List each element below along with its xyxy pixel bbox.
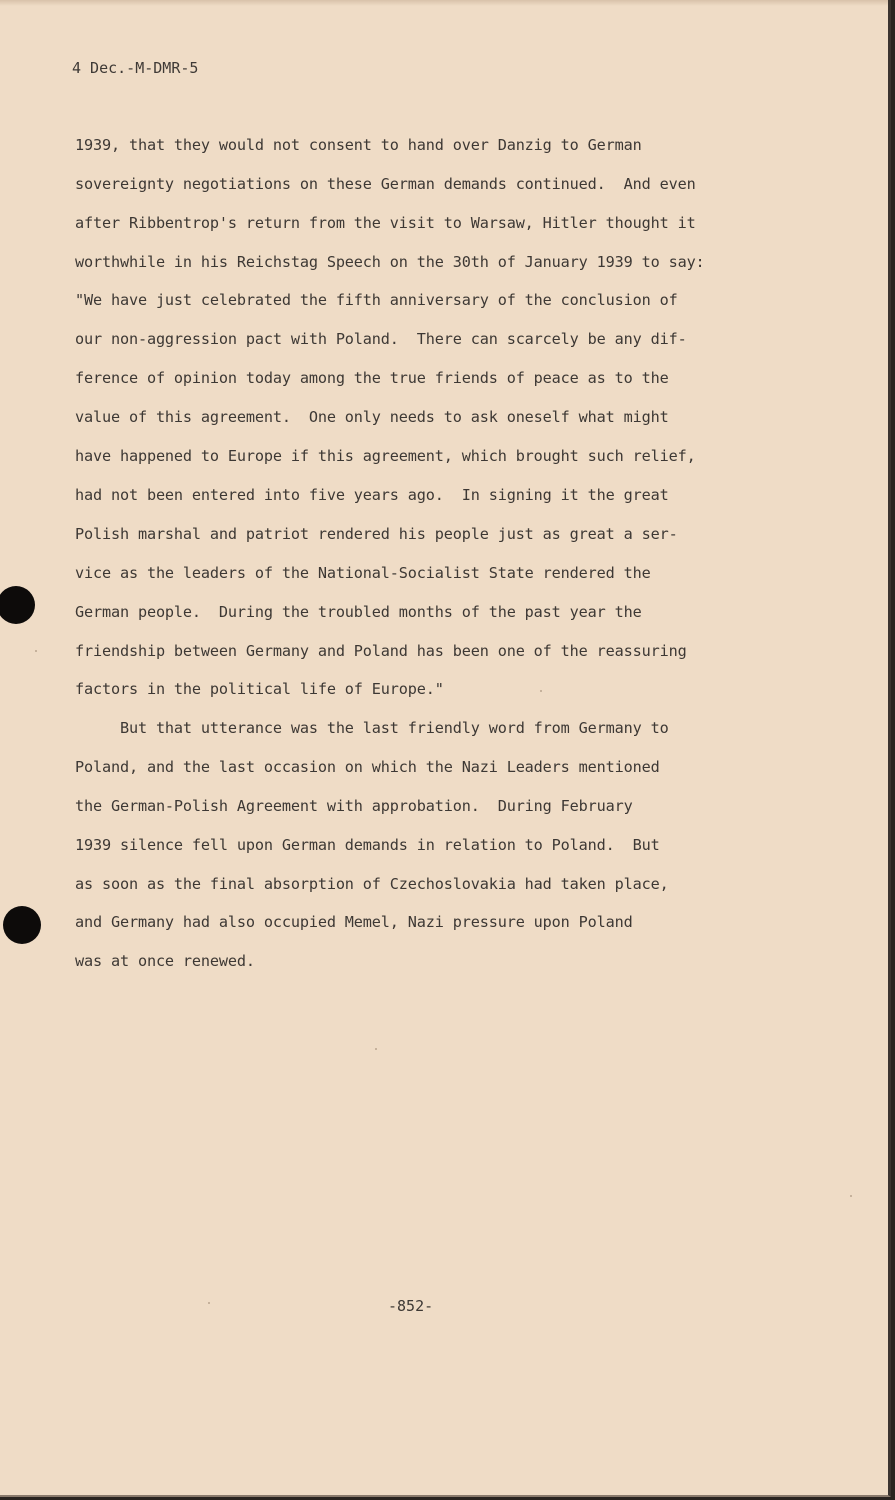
text-line: had not been entered into five years ago. In signing it the great	[75, 486, 669, 504]
text-line: "We have just celebrated the fifth anniversary of the conclusion of	[75, 291, 678, 309]
text-line: factors in the political life of Europe."	[75, 680, 444, 698]
text-line: But that utterance was the last friendly word from Germany to	[75, 719, 669, 737]
text-line: sovereignty negotiations on these German demands continued. And even	[75, 175, 696, 193]
text-line: have happened to Europe if this agreement, which brought such relief,	[75, 447, 696, 465]
text-line: ference of opinion today among the true friends of peace as to the	[75, 369, 669, 387]
text-line: Poland, and the last occasion on which the Nazi Leaders mentioned	[75, 758, 660, 776]
paper-speck	[208, 1302, 210, 1304]
text-line: vice as the leaders of the National-Socialist State rendered the	[75, 564, 651, 582]
paper-speck	[375, 1048, 377, 1050]
punch-hole	[3, 906, 41, 944]
text-line: as soon as the final absorption of Czechoslovakia had taken place,	[75, 875, 669, 893]
text-line: our non-aggression pact with Poland. There can scarcely be any dif-	[75, 330, 687, 348]
punch-hole	[0, 586, 35, 624]
paper-speck	[540, 690, 542, 692]
text-line: German people. During the troubled months of the past year the	[75, 603, 642, 621]
text-line: and Germany had also occupied Memel, Nazi pressure upon Poland	[75, 913, 633, 931]
text-line: 1939 silence fell upon German demands in relation to Poland. But	[75, 836, 660, 854]
text-line: 1939, that they would not consent to hand over Danzig to German	[75, 136, 642, 154]
text-line: value of this agreement. One only needs to ask oneself what might	[75, 408, 669, 426]
text-line: worthwhile in his Reichstag Speech on the 30th of January 1939 to say:	[75, 253, 705, 271]
paper-speck	[850, 1195, 852, 1197]
document-header: 4 Dec.-M-DMR-5	[72, 59, 199, 77]
text-line: after Ribbentrop's return from the visit to Warsaw, Hitler thought it	[75, 214, 696, 232]
text-line: Polish marshal and patriot rendered his people just as great a ser-	[75, 525, 678, 543]
page-number: -852-	[388, 1297, 434, 1315]
paper-speck	[35, 650, 37, 652]
text-line: was at once renewed.	[75, 952, 255, 970]
text-line: the German-Polish Agreement with approbation. During February	[75, 797, 633, 815]
text-line: friendship between Germany and Poland has been one of the reassuring	[75, 642, 687, 660]
